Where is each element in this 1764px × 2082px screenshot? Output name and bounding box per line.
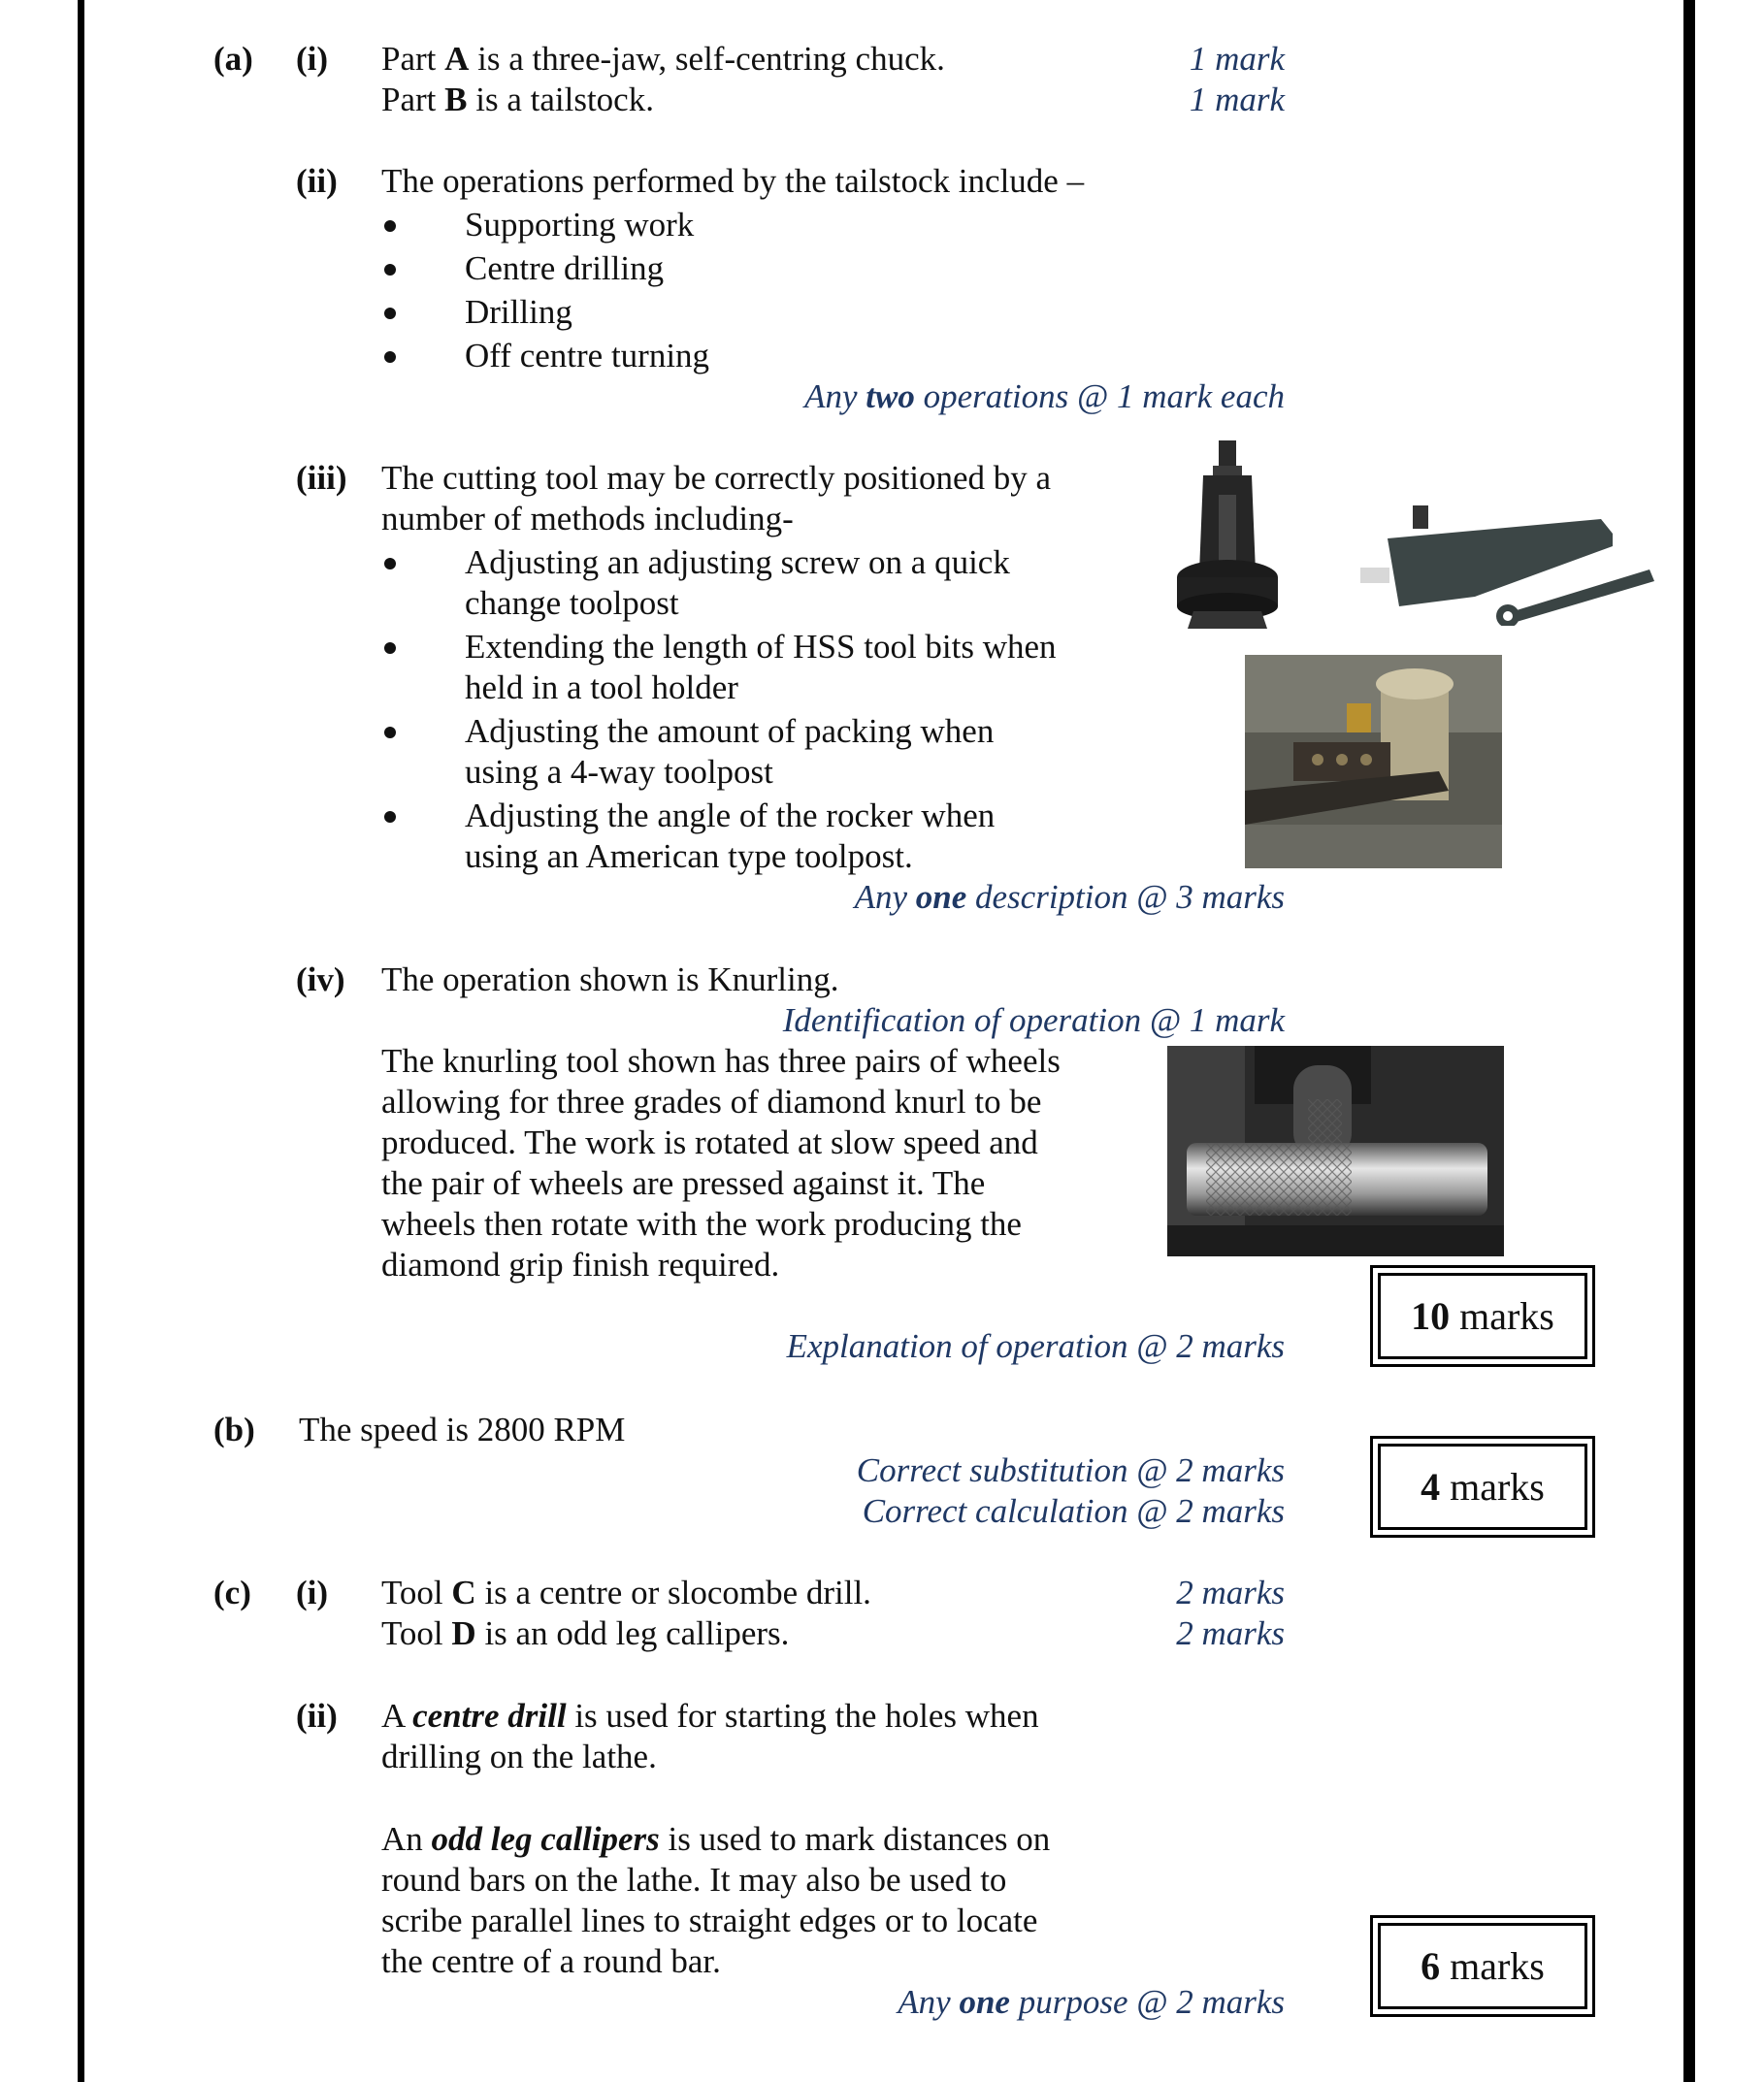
bullet-icon xyxy=(384,727,396,738)
list-item: Extending the length of HSS tool bits when xyxy=(465,628,1057,666)
part-c-ii-mark: Any one purpose @ 2 marks xyxy=(898,1983,1285,2021)
list-item: Centre drilling xyxy=(465,249,665,287)
part-a-iv-line: diamond grip finish required. xyxy=(381,1246,780,1284)
part-a-i-mark1: 1 mark xyxy=(1189,40,1285,78)
part-a-iv-mark1: Identification of operation @ 1 mark xyxy=(782,1001,1285,1039)
part-a-iv-mark2: Explanation of operation @ 2 marks xyxy=(786,1327,1285,1365)
part-a-iii-label: (iii) xyxy=(296,459,347,497)
part-b-statement: The speed is 2800 RPM xyxy=(299,1411,626,1448)
part-a-iv-label: (iv) xyxy=(296,960,345,998)
part-c-i-mark2: 2 marks xyxy=(1176,1614,1285,1652)
bullet-icon xyxy=(384,264,396,276)
four-way-toolpost-image xyxy=(1245,655,1502,868)
part-a-iv-line: allowing for three grades of diamond knurl to be xyxy=(381,1083,1042,1121)
bullet-icon xyxy=(384,642,396,654)
part-a-iii-intro-line1: The cutting tool may be correctly positioned by a xyxy=(381,459,1052,497)
part-c-i-label: (i) xyxy=(296,1574,329,1611)
part-b-mark2: Correct calculation @ 2 marks xyxy=(862,1492,1285,1530)
part-a-iii-intro-line2: number of methods including- xyxy=(381,500,794,537)
part-c-ii-p2-line: the centre of a round bar. xyxy=(381,1942,721,1980)
list-item-continued: held in a tool holder xyxy=(465,668,738,706)
part-a-ii-label: (ii) xyxy=(296,162,338,200)
part-a-iv-line: wheels then rotate with the work producing the xyxy=(381,1205,1022,1243)
part-c-label: (c) xyxy=(213,1574,251,1611)
list-item: Off centre turning xyxy=(465,337,710,374)
part-a-label: (a) xyxy=(213,40,253,78)
knurling-image xyxy=(1167,1046,1504,1256)
part-c-i-mark1: 2 marks xyxy=(1176,1574,1285,1611)
left-border-line xyxy=(78,0,84,2082)
tool-holder-image xyxy=(1358,500,1659,626)
part-a-i-mark2: 1 mark xyxy=(1189,81,1285,118)
part-a-iii-mark: Any one description @ 3 marks xyxy=(854,878,1285,916)
part-a-iv-line: produced. The work is rotated at slow speed and xyxy=(381,1123,1038,1161)
bullet-icon xyxy=(384,811,396,823)
bullet-icon xyxy=(384,220,396,232)
part-a-iv-statement: The operation shown is Knurling. xyxy=(381,960,839,998)
part-b-label: (b) xyxy=(213,1411,255,1448)
list-item: Drilling xyxy=(465,293,572,331)
part-c-ii-p2-line: round bars on the lathe. It may also be used to xyxy=(381,1861,1007,1899)
part-b-mark1: Correct substitution @ 2 marks xyxy=(856,1451,1285,1489)
list-item-continued: using a 4-way toolpost xyxy=(465,753,773,791)
list-item: Supporting work xyxy=(465,206,695,244)
quick-change-toolpost-image xyxy=(1174,437,1281,631)
list-item-continued: using an American type toolpost. xyxy=(465,837,913,875)
bullet-icon xyxy=(384,308,396,319)
part-c-ii-p1-line2: drilling on the lathe. xyxy=(381,1738,657,1775)
part-a-total-marks-box: 10 marks xyxy=(1370,1265,1595,1367)
part-a-iv-line: the pair of wheels are pressed against it. The xyxy=(381,1164,986,1202)
part-c-ii-p1-line1: A centre drill is used for starting the holes when xyxy=(381,1697,1039,1735)
part-a-ii-intro: The operations performed by the tailstock include – xyxy=(381,162,1085,200)
list-item: Adjusting the angle of the rocker when xyxy=(465,797,996,834)
part-a-iv-line: The knurling tool shown has three pairs of wheels xyxy=(381,1042,1061,1080)
list-item: Adjusting the amount of packing when xyxy=(465,712,995,750)
part-a-i-line2: Part B is a tailstock. xyxy=(381,81,654,118)
part-a-ii-mark: Any two operations @ 1 mark each xyxy=(804,377,1285,415)
part-c-i-line1: Tool C is a centre or slocombe drill. xyxy=(381,1574,871,1611)
bullet-icon xyxy=(384,558,396,569)
part-c-i-line2: Tool D is an odd leg callipers. xyxy=(381,1614,790,1652)
part-a-i-label: (i) xyxy=(296,40,329,78)
right-border-line xyxy=(1683,0,1695,2082)
list-item-continued: change toolpost xyxy=(465,584,679,622)
part-c-ii-p2-line: scribe parallel lines to straight edges or to locate xyxy=(381,1902,1038,1939)
part-c-ii-p2-line1: An odd leg callipers is used to mark distances on xyxy=(381,1820,1051,1858)
part-c-ii-label: (ii) xyxy=(296,1697,338,1735)
part-a-i-line1: Part A is a three-jaw, self-centring chuck. xyxy=(381,40,945,78)
bullet-icon xyxy=(384,351,396,363)
part-c-total-marks-box: 6 marks xyxy=(1370,1915,1595,2017)
list-item: Adjusting an adjusting screw on a quick xyxy=(465,543,1010,581)
part-b-total-marks-box: 4 marks xyxy=(1370,1436,1595,1538)
